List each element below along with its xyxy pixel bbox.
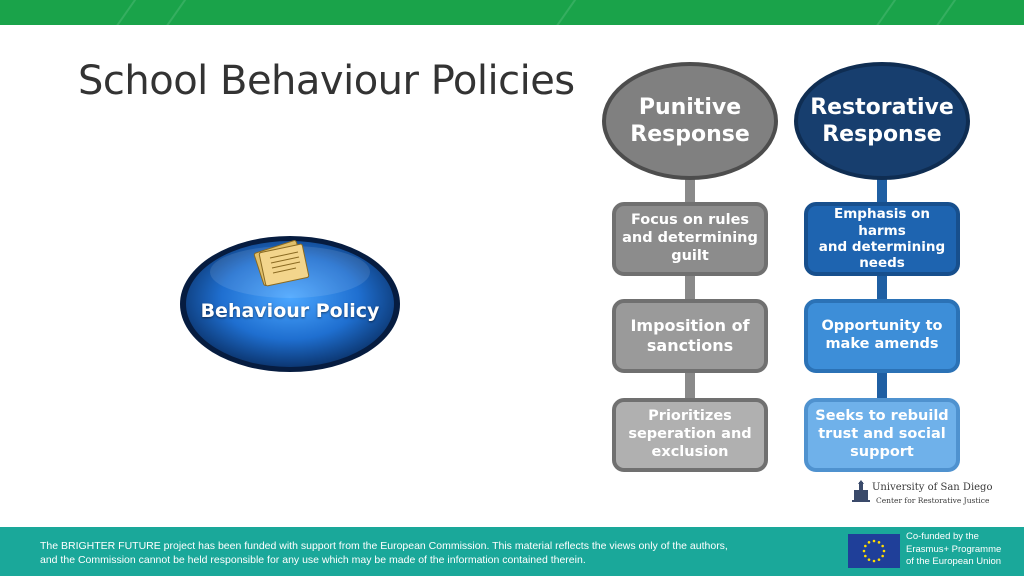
restorative-step-3: Seeks to rebuild trust and social support [804, 398, 960, 472]
behaviour-policy-logo [176, 232, 404, 376]
restorative-column [794, 62, 970, 478]
footer-disclaimer-line-1: The BRIGHTER FUTURE project has been funded with support from the European Commission. This material reflects the views only of the authors, [40, 540, 728, 552]
restorative-step-2: Opportunity to make amends [804, 299, 960, 373]
eu-star [881, 555, 884, 558]
slide-title: School Behaviour Policies [78, 58, 575, 104]
eu-star [881, 545, 884, 548]
eu-star [868, 558, 871, 561]
usd-credit [852, 478, 993, 510]
eu-star [883, 550, 886, 553]
usd-subtitle: Center for Restorative Justice [876, 496, 990, 505]
eu-star [864, 555, 867, 558]
eu-caption: Co-funded by the Erasmus+ Programme of the European Union [906, 531, 1002, 567]
footer-band [0, 527, 1024, 576]
punitive-column [602, 62, 778, 478]
usd-name: University of San Diego [872, 482, 993, 493]
eu-star [864, 545, 867, 548]
eu-flag-icon [848, 534, 900, 568]
footer-disclaimer [40, 539, 820, 567]
punitive-step-2: Imposition of sanctions [612, 299, 768, 373]
eu-star [863, 550, 866, 553]
restorative-heading: Restorative Response [794, 62, 970, 180]
university-tower-icon [852, 480, 870, 502]
eu-star [873, 540, 876, 543]
eu-star [868, 541, 871, 544]
behaviour-policy-label: Behaviour Policy [200, 300, 380, 322]
punitive-step-3: Prioritizes seperation and exclusion [612, 398, 768, 472]
punitive-step-1: Focus on rules and determining guilt [612, 202, 768, 276]
eu-star [878, 541, 881, 544]
restorative-step-1: Emphasis on harms and determining needs [804, 202, 960, 276]
eu-star [873, 560, 876, 563]
eu-star [878, 558, 881, 561]
footer-disclaimer-line-2: and the Commission cannot be held responsible for any use which may be made of the information contained therein. [40, 554, 586, 566]
top-band [0, 0, 1024, 25]
punitive-heading: Punitive Response [602, 62, 778, 180]
